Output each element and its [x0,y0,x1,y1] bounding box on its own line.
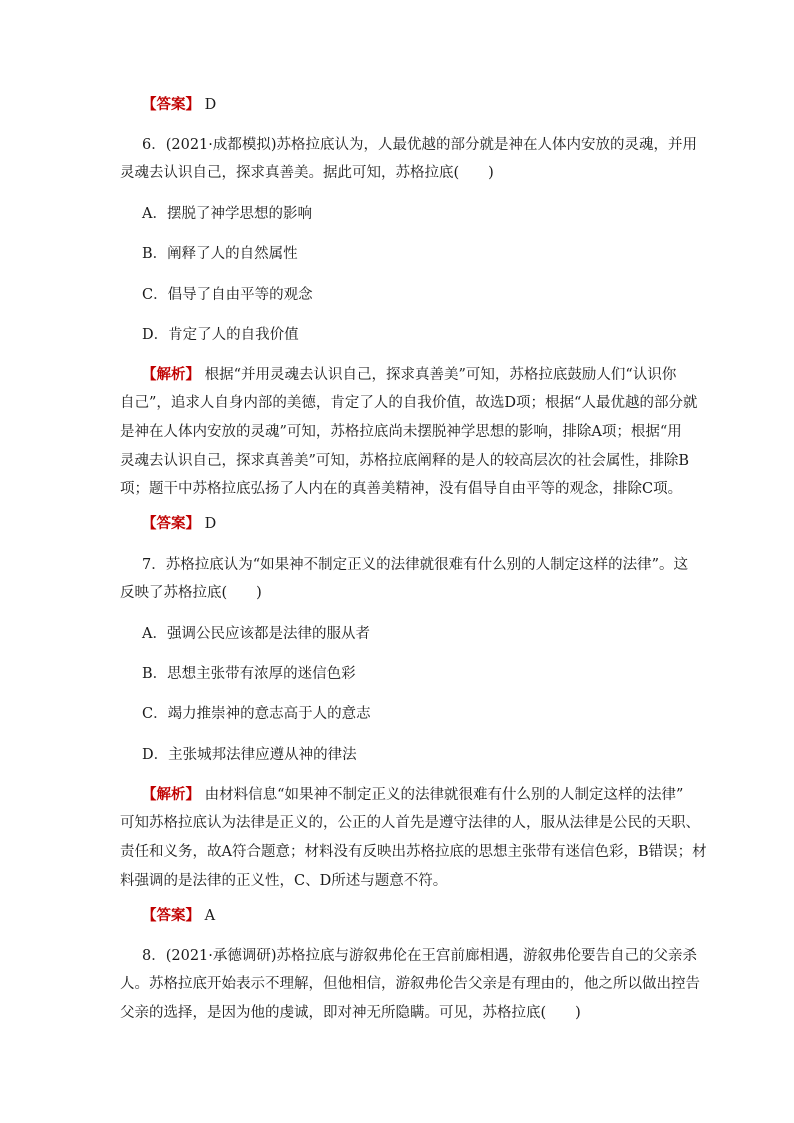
analysis-line: 料强调的是法律的正义性，C、D所述与题意不符。 [120,873,448,889]
question-6-stem [120,137,698,182]
stem-line: 灵魂去认识自己，探求真善美。据此可知，苏格拉底( ) [120,165,494,181]
stem-line: 人。苏格拉底开始表示不理解，但他相信，游叙弗伦告父亲是有理由的，他之所以做出控告 [120,976,700,992]
answer-label: 【答案】 [142,515,200,532]
answer-value: D [204,97,217,113]
answer-value: D [204,516,217,532]
analysis-line: 是神在人体内安放的灵魂”可知，苏格拉底尚未摆脱神学思想的影响，排除A项；根据“用 [120,424,682,440]
answer-line [142,517,216,532]
question-8-stem [120,948,700,1023]
stem-line: 父亲的选择，是因为他的虔诚，即对神无所隐瞒。可见，苏格拉底( ) [120,1005,581,1021]
analysis-6 [120,366,698,498]
option-d: D．主张城邦法律应遵从神的律法 [142,747,357,763]
answer-label: 【答案】 [142,96,200,113]
answer-line [142,98,216,113]
analysis-text: 根据“并用灵魂去认识自己，探求真善美”可知，苏格拉底鼓励人们“认识你 [204,367,677,383]
stem-line: 6．(2021·成都模拟)苏格拉底认为，人最优越的部分就是神在人体内安放的灵魂，并用 [142,137,698,153]
option-c: C．倡导了自由平等的观念 [142,287,313,303]
analysis-line-first [142,368,676,383]
stem-line: 反映了苏格拉底( ) [120,585,262,601]
option-b: B．思想主张带有浓厚的迷信色彩 [142,666,356,682]
analysis-7 [120,786,707,890]
analysis-line: 灵魂去认识自己，探求真善美”可知，苏格拉底阐释的是人的较高层次的社会属性，排除B [120,453,690,469]
analysis-line: 责任和义务，故A符合题意；材料没有反映出苏格拉底的思想主张带有迷信色彩，B错误；材 [120,844,707,860]
analysis-line: 自己”，追求人自身内部的美德，肯定了人的自我价值，故选D项；根据“人最优越的部分就 [120,395,698,411]
analysis-text: 由材料信息“如果神不制定正义的法律就很难有什么别的人制定这样的法律” [204,787,684,803]
option-d: D．肯定了人的自我价值 [142,327,299,343]
stem-line: 8．(2021·承德调研)苏格拉底与游叙弗伦在王宫前廊相遇，游叙弗伦要告自己的父亲杀 [142,948,698,964]
answer-value: A [204,908,216,924]
answer-line [142,909,215,924]
analysis-label: 【解析】 [142,786,200,803]
analysis-label: 【解析】 [142,366,200,383]
analysis-line: 项；题干中苏格拉底弘扬了人内在的真善美精神，没有倡导自由平等的观念，排除C项。 [120,481,683,497]
answer-label: 【答案】 [142,907,200,924]
stem-line: 7．苏格拉底认为“如果神不制定正义的法律就很难有什么别的人制定这样的法律”。这 [142,557,689,573]
option-a: A．摆脱了神学思想的影响 [142,206,312,222]
option-a: A．强调公民应该都是法律的服从者 [142,626,370,642]
option-b: B．阐释了人的自然属性 [142,246,298,262]
question-7-stem [120,557,689,602]
analysis-line: 可知苏格拉底认为法律是正义的，公正的人首先是遵守法律的人，服从法律是公民的天职、 [120,815,700,831]
option-c: C．竭力推崇神的意志高于人的意志 [142,706,371,722]
analysis-line-first [142,788,683,803]
